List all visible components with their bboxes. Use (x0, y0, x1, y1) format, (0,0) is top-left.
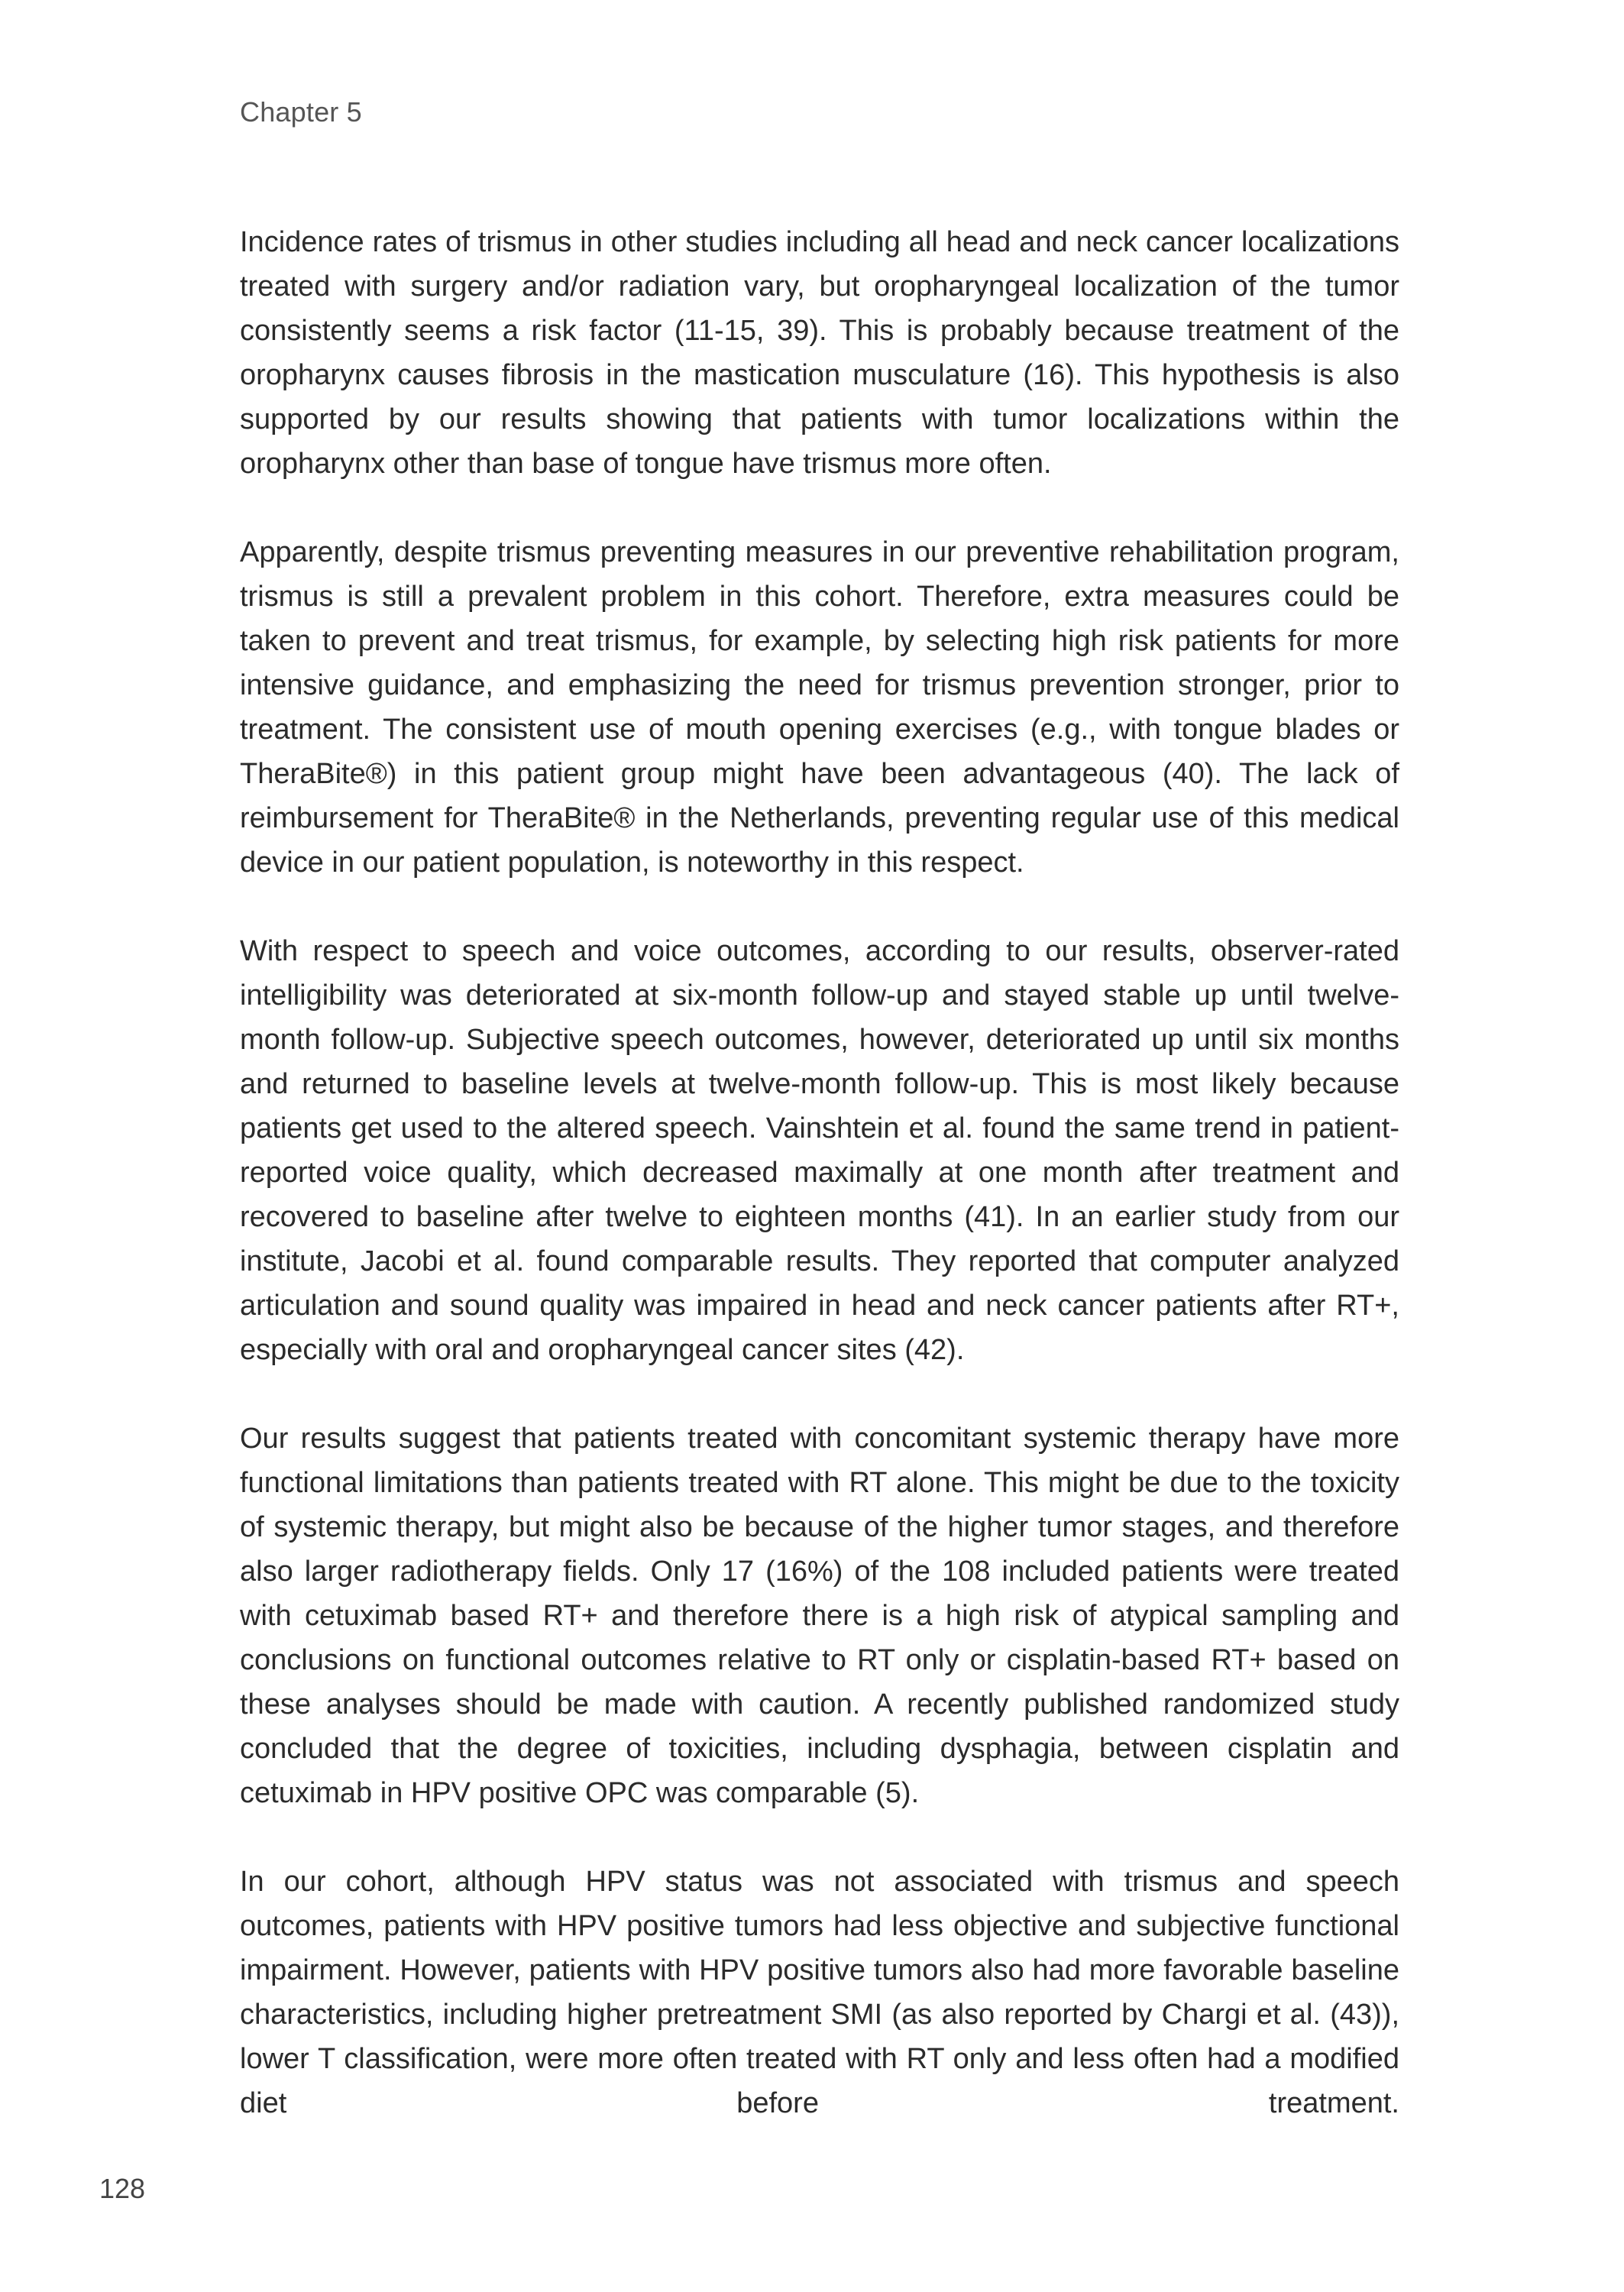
paragraph-trismus-prevention: Apparently, despite trismus preventing measures in our preventive rehabilitation program, trismus is still a prevalent problem in this cohort. Therefore, extra measures could be taken to prevent and treat trismus, for example, by selecting high risk patients for more intensive guidance, and emphasizing the need for trismus prevention stronger, prior to treatment. The consistent use of mouth opening exercises (e.g., with tongue blades or TheraBite®) in this patient group might have been advantageous (40). The lack of reimbursement for TheraBite® in the Netherlands, preventing regular use of this medical device in our patient population, is noteworthy in this respect. (240, 536, 1399, 879)
paragraph-speech-voice: With respect to speech and voice outcomes, according to our results, observer-rated intelligibility was deteriorated at six-month follow-up and stayed stable up until twelve-month follow-up. Subjective speech outcomes, however, deteriorated up until six months and returned to baseline levels at twelve-month follow-up. This is most likely because patients get used to the altered speech. Vainshtein et al. found the same trend in patient-reported voice quality, which decreased maximally at one month after treatment and recovered to baseline after twelve to eighteen months (41). In an earlier study from our institute, Jacobi et al. found comparable results. They reported that computer analyzed articulation and sound quality was impaired in head and neck cancer patients after RT+, especially with oral and oropharyngeal cancer sites (42). (240, 935, 1399, 1366)
running-head: Chapter 5 (240, 96, 362, 128)
body-text (240, 220, 1399, 2170)
paragraph-hpv-status: In our cohort, although HPV status was not associated with trismus and speech outcomes, patients with HPV positive tumors had less objective and subjective functional impairment. However, patients with HPV positive tumors also had more favorable baseline characteristics, including higher pretreatment SMI (as also reported by Chargi et al. (43)), lower T classification, were more often treated with RT only and less often had a modified diet before treatment. (240, 1866, 1399, 2119)
paragraph-systemic-therapy: Our results suggest that patients treated with concomitant systemic therapy have more functional limitations than patients treated with RT alone. This might be due to the toxicity of systemic therapy, but might also be because of the higher tumor stages, and therefore also larger radiotherapy fields. Only 17 (16%) of the 108 included patients were treated with cetuximab based RT+ and therefore there is a high risk of atypical sampling and conclusions on functional outcomes relative to RT only or cisplatin-based RT+ based on these analyses should be made with caution. A recently published randomized study concluded that the degree of toxicities, including dysphagia, between cisplatin and cetuximab in HPV positive OPC was comparable (5). (240, 1423, 1399, 1809)
paragraph-trismus-incidence: Incidence rates of trismus in other studies including all head and neck cancer localizations treated with surgery and/or radiation vary, but oropharyngeal localization of the tumor consistently seems a risk factor (11-15, 39). This is probably because treatment of the oropharynx causes fibrosis in the mastication musculature (16). This hypothesis is also supported by our results showing that patients with tumor localizations within the oropharynx other than base of tongue have trismus more often. (240, 226, 1399, 480)
page-number: 128 (99, 2173, 146, 2204)
